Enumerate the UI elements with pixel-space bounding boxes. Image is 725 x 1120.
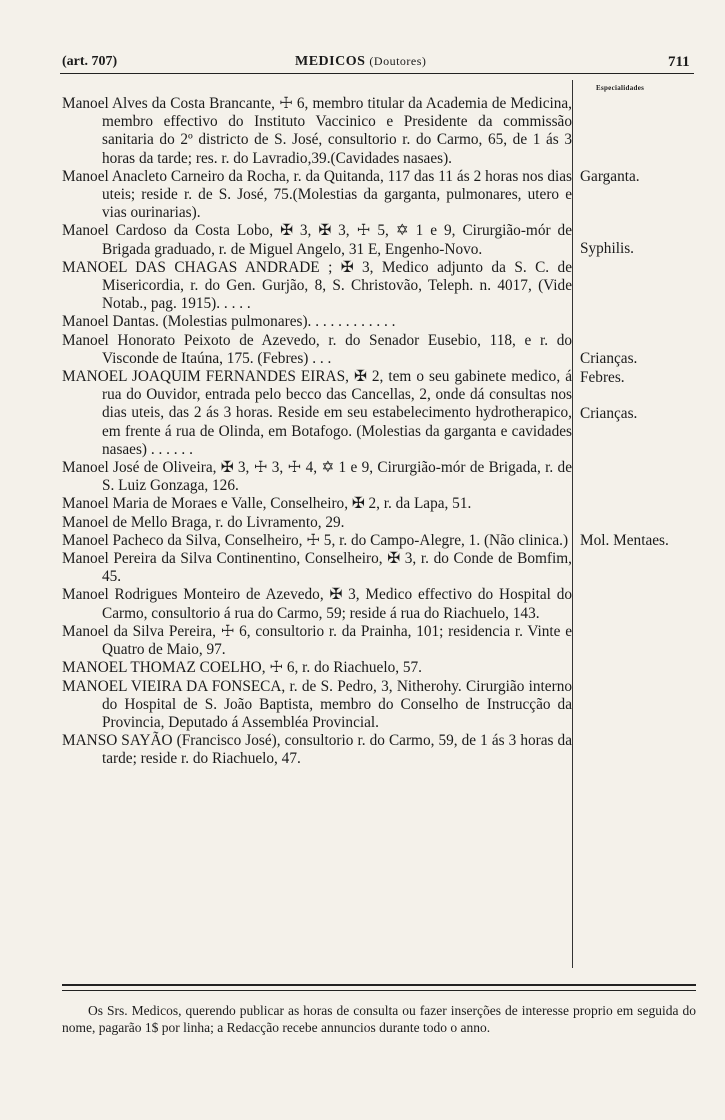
heading-title: MEDICOS	[295, 54, 366, 69]
footer-rule-thin	[62, 990, 696, 991]
list-item: MANOEL THOMAZ COELHO, ☩ 6, r. do Riachuelo, 57.	[62, 659, 422, 677]
header-rule	[60, 73, 694, 74]
list-item: Manoel Honorato Peixoto de Azevedo, r. do Senador Eusebio, 118, e r. do Visconde de Itaúna, 175. (Febres) . . .	[62, 331, 572, 367]
physician-list	[62, 95, 572, 769]
specialty-tag: Syphilis.	[580, 240, 634, 257]
list-item: MANOEL VIEIRA DA FONSECA, r. de S. Pedro, 3, Nitherohy. Cirurgião interno do Hospital de S. João Baptista, membro do Conselho de Instrucção da Provincia, Deputado á Assembléa Provincial.	[62, 677, 572, 731]
heading-subtitle: (Doutores)	[369, 54, 427, 68]
article-reference: (art. 707)	[62, 54, 118, 69]
specialty-tag: Mol. Mentaes.	[580, 532, 669, 549]
footer-note: Os Srs. Medicos, querendo publicar as horas de consulta ou fazer inserções de interesse proprio em seguida do nome, pagarão 1$ por linha; a Redacção recebe annuncios durante todo o anno.	[62, 1003, 696, 1035]
list-item: MANSO SAYÃO (Francisco José), consultorio r. do Carmo, 59, de 1 ás 3 horas da tarde; reside r. do Riachuelo, 47.	[62, 732, 572, 768]
list-item: Manoel Rodrigues Monteiro de Azevedo, ✠ 3, Medico effectivo do Hospital do Carmo, consultorio á rua do Carmo, 59; reside á rua do Riachuelo, 143.	[62, 586, 572, 622]
list-item: Manoel Maria de Moraes e Valle, Conselheiro, ✠ 2, r. da Lapa, 51.	[62, 495, 472, 513]
specialty-tag: Garganta.	[580, 168, 640, 185]
list-item: Manoel José de Oliveira, ✠ 3, ☩ 3, ☩ 4, ✡ 1 e 9, Cirurgião-mór de Brigada, r. de S. Luiz Gonzaga, 126.	[62, 459, 572, 495]
list-item: Manoel Anacleto Carneiro da Rocha, r. da Quitanda, 117 das 11 ás 2 horas nos dias uteis; reside r. de S. José, 75.(Molestias da garganta, pulmonares, utero e vias ourinarias).	[62, 167, 572, 222]
list-item: Manoel Cardoso da Costa Lobo, ✠ 3, ✠ 3, ☩ 5, ✡ 1 e 9, Cirurgião-mór de Brigada graduado, r. de Miguel Angelo, 31 E, Engenho-Novo.	[62, 222, 572, 258]
specialty-tag: Febres.	[580, 369, 625, 386]
list-item: MANOEL DAS CHAGAS ANDRADE ; ✠ 3, Medico adjunto da S. C. de Misericordia, r. do Gen. Gurjão, 8, S. Christovão, Teleph. n. 4017, (Vide Notab., pag. 1915). . . . .	[62, 258, 572, 313]
footer-rule	[62, 984, 696, 986]
list-item: Manoel Alves da Costa Brancante, ☩ 6, membro titular da Academia de Medicina, membro effectivo do Instituto Vaccinico e Presidente da commissão sanitaria do 2º districto de S. José, consultorio r. do Carmo, 65, de 1 ás 3 horas da tarde; res. r. do Lavradio,39.(Cavidades nasaes).	[62, 95, 572, 167]
list-item: Manoel Pereira da Silva Continentino, Conselheiro, ✠ 3, r. do Conde de Bomfim, 45.	[62, 550, 572, 586]
list-item: Manoel da Silva Pereira, ☩ 6, consultorio r. da Prainha, 101; residencia r. Vinte e Quatro de Maio, 97.	[62, 622, 572, 659]
specialty-tag: Crianças.	[580, 350, 638, 367]
page-heading	[295, 54, 426, 70]
list-item: Manoel Dantas. (Molestias pulmonares). . . . . . . . . . . .	[62, 313, 396, 331]
column-divider	[572, 80, 573, 968]
page-number: 711	[668, 54, 690, 70]
list-item: MANOEL JOAQUIM FERNANDES EIRAS, ✠ 2, tem o seu gabinete medico, á rua do Ouvidor, entrada pelo becco das Cancellas, 2, onde dá consultas nos dias uteis, das 2 ás 3 horas. Reside em seu estabelecimento hydrotherapico, em frente á rua de Olinda, em Botafogo. (Molestias da garganta e cavidades nasaes) . . . . . .	[62, 368, 572, 458]
specialty-tag: Crianças.	[580, 405, 638, 422]
list-item: Manoel Pacheco da Silva, Conselheiro, ☩ 5, r. do Campo-Alegre, 1. (Não clinica.)	[62, 531, 569, 549]
list-item: Manoel de Mello Braga, r. do Livramento, 29.	[62, 513, 345, 531]
specialties-column-label: Especialidades	[596, 84, 645, 92]
